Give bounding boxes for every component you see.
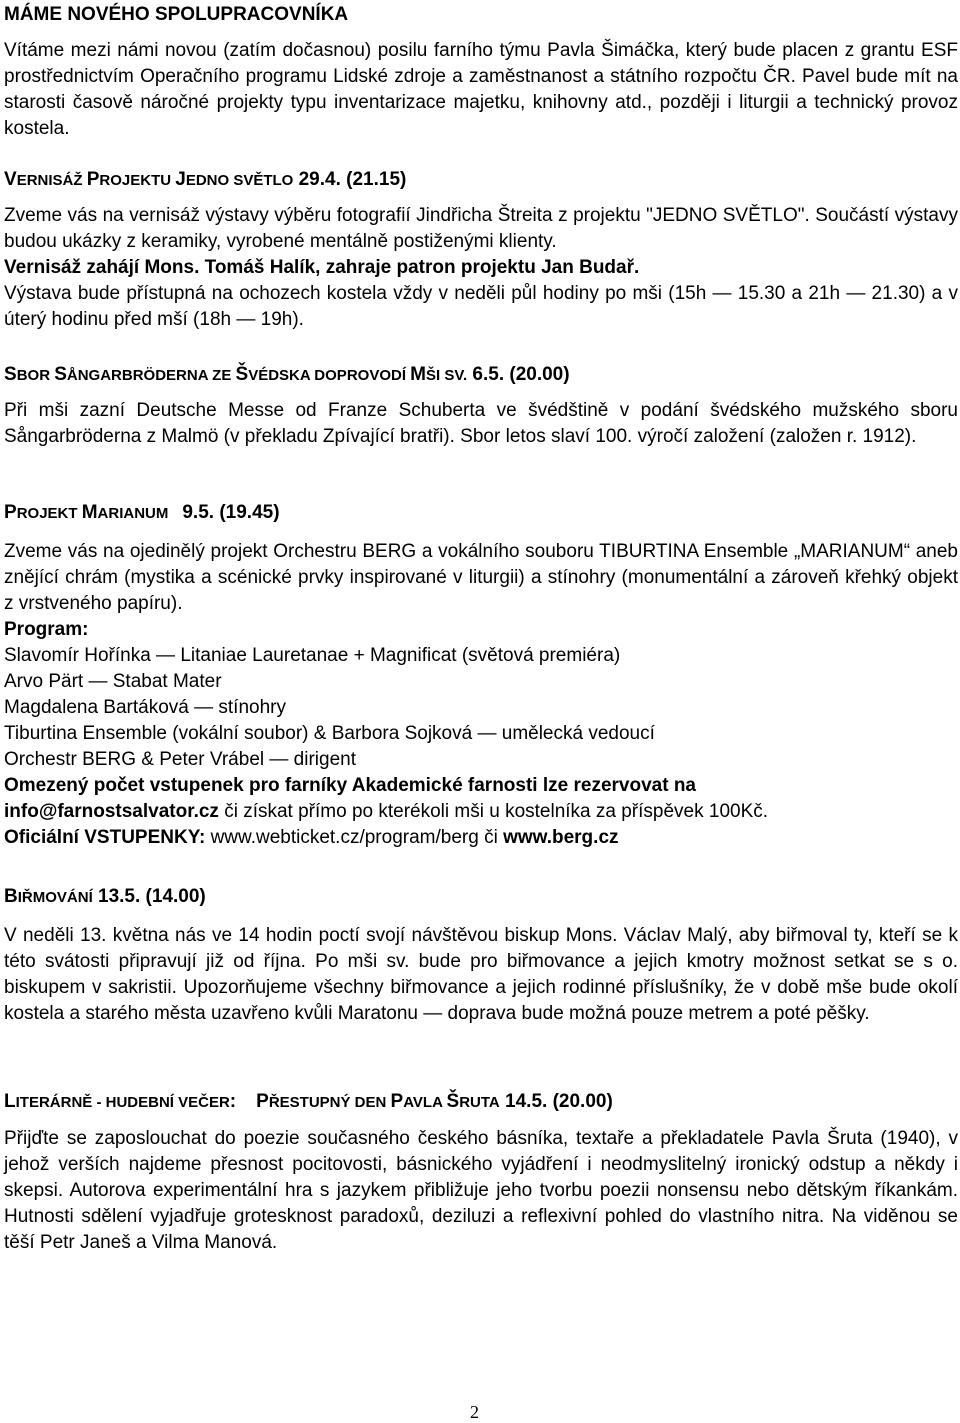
section-title: LITERÁRNĚ - HUDEBNÍ VEČER: PŘESTUPNÝ DEN PAVLA ŠRUTA 14.5. (20.00)	[4, 1091, 613, 1112]
section-title: BIŘMOVÁNÍ 13.5. (14.00)	[4, 886, 206, 907]
official-tickets-line: Oficiální VSTUPENKY: www.webticket.cz/program/berg či www.berg.cz	[4, 827, 619, 848]
program-label: Program:	[4, 619, 89, 640]
ticket-url-link[interactable]: www.webticket.cz/program/berg	[210, 827, 479, 848]
website-link[interactable]: www.berg.cz	[503, 827, 619, 848]
section-choir	[4, 362, 958, 450]
section-body: Zveme vás na ojedinělý projekt Orchestru BERG a vokálního souboru TIBURTINA Ensemble „MARIANUM“ aneb znějící chrám (mystika a scénické prvky inspirované v liturgii) a stínohry (monumentální a zároveň křehký objekt z vrstveného papíru).	[4, 541, 958, 614]
email-link[interactable]: info@farnostsalvator.cz	[4, 801, 219, 822]
program-item: Arvo Pärt — Stabat Mater	[4, 671, 222, 692]
section-confirmation	[4, 884, 958, 1027]
page-number: 2	[470, 1402, 479, 1422]
section-body: Při mši zazní Deutsche Messe od Franze Schuberta ve švédštině v podání švédského mužského sboru Sångarbröderna z Malmö (v překladu Zpívající bratři). Sbor letos slaví 100. výročí založení (založen r. 1912).	[4, 400, 958, 447]
section-literary-evening	[4, 1089, 958, 1256]
section-body: Zveme vás na vernisáž výstavy výběru fotografií Jindřicha Štreita z projektu "JEDNO SVĚTLO". Součástí výstavy budou ukázky z keramiky, vyrobené mentálně postiženými klienty.	[4, 205, 958, 252]
section-title: PROJEKT MARIANUM 9.5. (19.45)	[4, 502, 280, 523]
tickets-line-2: info@farnostsalvator.cz či získat přímo po kterékoli mši u kostelníka za příspěvek 100Kč.	[4, 801, 769, 822]
section-title: VERNISÁŽ PROJEKTU JEDNO SVĚTLO 29.4. (21.15)	[4, 169, 407, 190]
program-item: Slavomír Hořínka — Litaniae Lauretanae + Magnificat (světová premiéra)	[4, 645, 621, 666]
tickets-line: Omezený počet vstupenek pro farníky Akademické farnosti lze rezervovat na	[4, 775, 696, 796]
section-body: V neděli 13. května nás ve 14 hodin poctí svojí návštěvou biskup Mons. Václav Malý, aby biřmoval ty, kteří se k této svátosti připravují již od října. Po mši sv. bude pro biřmovance a jejich kmotry možnost setkat se s o. biskupem v sakristii. Upozorňujeme všechny biřmovance a jejich rodinné příslušníky, že v době mše bude okolí kostela a starého města uzavřeno kvůli Maratonu — doprava bude možná pouze metrem a poté pěšky.	[4, 925, 958, 1024]
section-vernisage	[4, 167, 958, 333]
program-item: Tiburtina Ensemble (vokální soubor) & Barbora Sojková — umělecká vedoucí	[4, 723, 655, 744]
section-title: MÁME NOVÉHO SPOLUPRACOVNÍKA	[4, 4, 349, 25]
section-title: SBOR SÅNGARBRÖDERNA ZE ŠVÉDSKA DOPROVODÍ MŠI SV. 6.5. (20.00)	[4, 364, 570, 385]
section-new-colleague	[4, 2, 958, 142]
program-item: Orchestr BERG & Peter Vrábel — dirigent	[4, 749, 356, 770]
section-body-2: Výstava bude přístupná na ochozech kostela vždy v neděli půl hodiny po mši (15h — 15.30 a 21h — 21.30) a v úterý hodinu před mší (18h — 19h).	[4, 283, 958, 330]
section-marianum	[4, 500, 958, 851]
section-body: Vítáme mezi námi novou (zatím dočasnou) posilu farního týmu Pavla Šimáčka, který bude placen z grantu ESF prostřednictvím Operačního programu Lidské zdroje a zaměstnanost a státního rozpočtu ČR. Pavel bude mít na starosti časově náročné projekty typu inventarizace majetku, knihovny atd., později i liturgii a technický provoz kostela.	[4, 40, 958, 139]
section-bold-line: Vernisáž zahájí Mons. Tomáš Halík, zahraje patron projektu Jan Budař.	[4, 257, 640, 278]
program-item: Magdalena Bartáková — stínohry	[4, 697, 286, 718]
section-body: Přijďte se zaposlouchat do poezie současného českého básníka, textaře a překladatele Pavla Šruta (1940), v jehož verších najdeme přesnost pocitovosti, básnického vyjádření i neodmyslitelný ironický odstup a někdy i skepsi. Autorova experimentální hra s jazykem přibližuje jeho tvorbu poezii nonsensu nebo dětským říkankám. Hutnosti sdělení vyjadřuje grotesknost paradoxů, deziluzi a reflexivní pohled do vlastního nitra. Na viděnou se těší Petr Janeš a Vilma Manová.	[4, 1128, 958, 1253]
